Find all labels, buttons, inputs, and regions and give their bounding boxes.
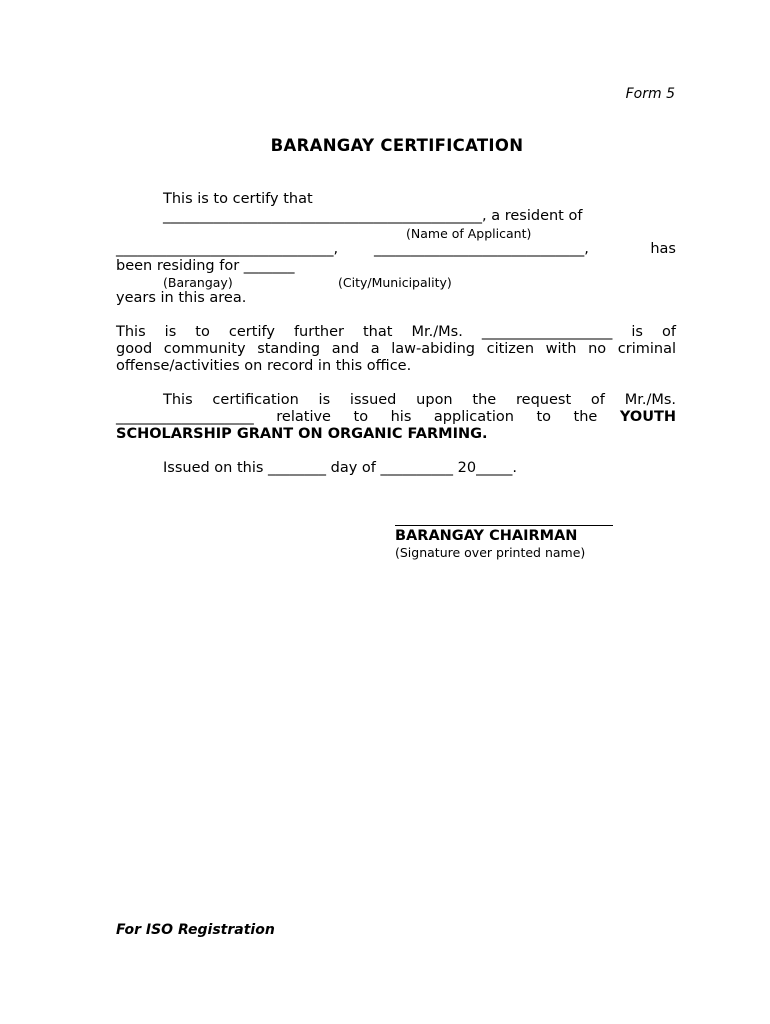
para1-line2: ____________________________________________, a resident of (163, 208, 583, 224)
issued-on-line: Issued on this ________ day of __________ 20_____. (163, 460, 517, 476)
para1-line5: years in this area. (116, 290, 247, 306)
para3-line3-program-name: SCHOLARSHIP GRANT ON ORGANIC FARMING. (116, 426, 488, 442)
para3-line2: ___________________ relative to his application to the YOUTH (116, 409, 677, 425)
footer-note: For ISO Registration (116, 922, 275, 938)
youth-bold-text: YOUTH (619, 409, 677, 425)
para1-line3-barangay-blank: ______________________________, (116, 241, 339, 257)
para1-line1: This is to certify that (163, 191, 313, 207)
caption-barangay: (Barangay) (163, 275, 233, 290)
para2-line3: offense/activities on record in this office. (116, 358, 412, 374)
para2-line2: good community standing and a law-abiding citizen with no criminal (116, 341, 676, 357)
document-title: BARANGAY CERTIFICATION (270, 136, 524, 155)
caption-name-of-applicant: (Name of Applicant) (406, 226, 532, 241)
signature-line (395, 525, 613, 526)
caption-city-municipality: (City/Municipality) (338, 275, 452, 290)
para1-line4: been residing for _______ (116, 258, 295, 274)
signatory-title: BARANGAY CHAIRMAN (395, 528, 578, 544)
signature-caption: (Signature over printed name) (395, 545, 586, 560)
para2-line1: This is to certify further that Mr./Ms. __________________ is of (116, 324, 676, 340)
para1-line3-city-blank: _____________________________, (374, 241, 589, 257)
form-number-label: Form 5 (625, 86, 675, 102)
para3-line1: This certification is issued upon the request of Mr./Ms. (163, 392, 676, 408)
para1-line3-has: has (650, 241, 676, 257)
